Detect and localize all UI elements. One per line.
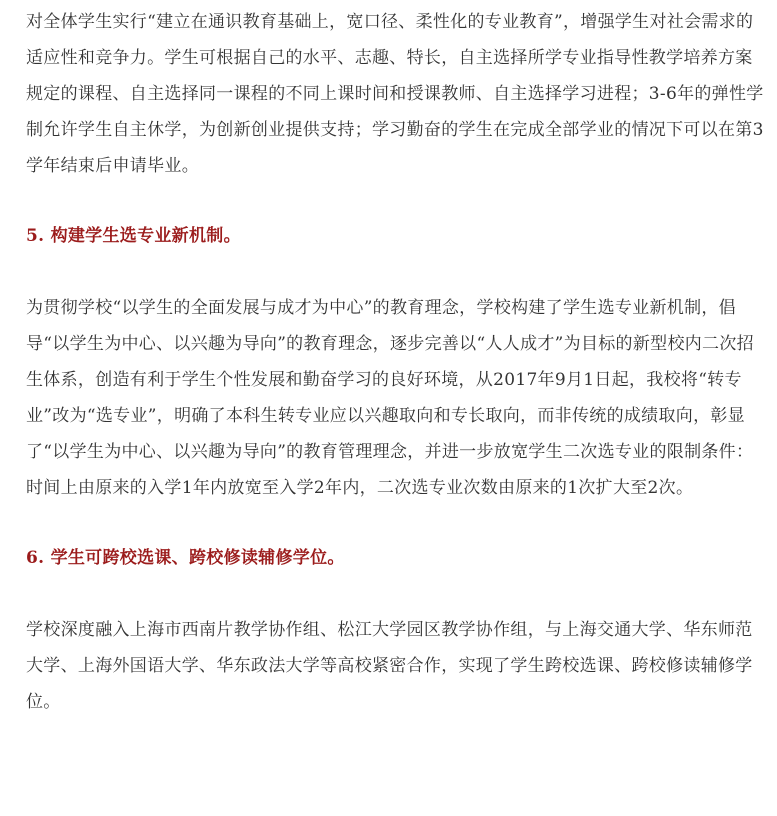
- section-5-heading: 5. 构建学生选专业新机制。: [26, 226, 241, 246]
- spacer: [26, 576, 766, 612]
- spacer: [26, 184, 766, 218]
- spacer: [26, 506, 766, 540]
- section-6-heading: 6. 学生可跨校选课、跨校修读辅修学位。: [26, 548, 345, 568]
- section-6-paragraph: 学校深度融入上海市西南片教学协作组、松江大学园区教学协作组，与上海交通大学、华东师范大学、上海外国语大学、华东政法大学等高校紧密合作，实现了学生跨校选课、跨校修读辅修学位。: [26, 620, 753, 712]
- section-5-paragraph: 为贯彻学校“以学生的全面发展与成才为中心”的教育理念，学校构建了学生选专业新机制，倡导“以学生为中心、以兴趣为导向”的教育理念，逐步完善以“人人成才”为目标的新型校内二次招生体系，创造有利于学生个性发展和勤奋学习的良好环境，从2017年9月1日起，我校将“转专业”改为“选专业”，明确了本科生转专业应以兴趣取向和专长取向，而非传统的成绩取向，彰显了“以学生为中心、以兴趣为导向”的教育管理理念，并进一步放宽学生二次选专业的限制条件：时间上由原来的入学1年内放宽至入学2年内，二次选专业次数由原来的1次扩大至2次。: [26, 298, 754, 498]
- intro-paragraph: 对全体学生实行“建立在通识教育基础上，宽口径、柔性化的专业教育”，增强学生对社会需求的适应性和竞争力。学生可根据自己的水平、志趣、特长，自主选择所学专业指导性教学培养方案规定的课程、自主选择同一课程的不同上课时间和授课教师、自主选择学习进程；3-6年的弹性学制允许学生自主休学，为创新创业提供支持；学习勤奋的学生在完成全部学业的情况下可以在第3学年结束后申请毕业。: [26, 12, 764, 176]
- article-body: [26, 4, 766, 720]
- spacer: [26, 254, 766, 290]
